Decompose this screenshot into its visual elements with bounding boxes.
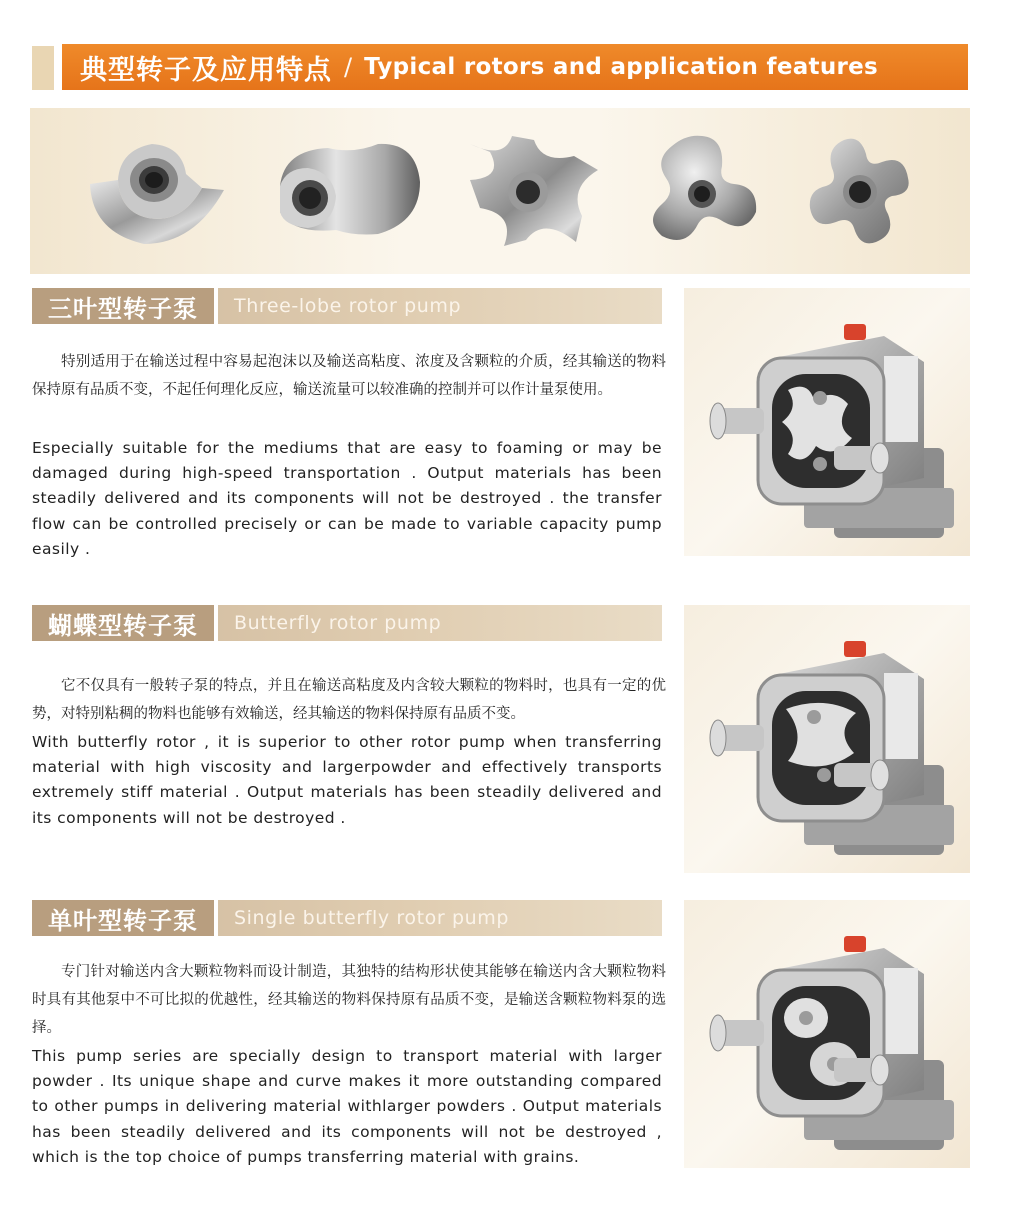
- section-header-three-lobe: [32, 288, 662, 324]
- page-header-banner: [62, 44, 968, 90]
- header-title-en: Typical rotors and application features: [364, 54, 879, 80]
- tri-lobe-rotor-icon: [642, 132, 762, 252]
- rotor-gallery: [30, 108, 970, 274]
- rotor-pump-icon: [684, 288, 970, 556]
- section-title-cn: 单叶型转子泵: [32, 900, 218, 936]
- section-body-en: This pump series are specially design to transport material with larger powder . Its unique shape and curve makes it more outstanding compared to other pumps in delivering material withlarger powders . Output materials has been steadily delivered and its components will not be destroyed , which is the top choice of pumps transferring material with grains.: [32, 1047, 662, 1166]
- rotor-pump-icon: [684, 900, 970, 1168]
- section-title-cn: 蝴蝶型转子泵: [32, 605, 218, 641]
- butterfly-rotor-icon: [464, 130, 604, 254]
- bi-lobe-rotor-icon: [274, 138, 424, 248]
- section-title-en: Single butterfly rotor pump: [234, 907, 510, 929]
- section-title-cn: 三叶型转子泵: [32, 288, 218, 324]
- section-title-en: Butterfly rotor pump: [234, 612, 442, 634]
- header-separator: /: [344, 53, 353, 81]
- section-body-cn: 它不仅具有一般转子泵的特点，并且在输送高粘度及内含较大颗粒的物料时，也具有一定的优势，对特别粘稠的物料也能够有效输送，经其输送的物料保持原有品质不变。: [32, 678, 666, 722]
- rotor-pump-icon: [684, 605, 970, 873]
- single-lobe-rotor-icon: [82, 132, 232, 252]
- section-title-en: Three-lobe rotor pump: [234, 295, 462, 317]
- header-accent-block: [32, 46, 54, 90]
- pump-photo-single-butterfly: [684, 900, 970, 1168]
- section-body-en: Especially suitable for the mediums that are easy to foaming or may be damaged during high-speed transportation . Output materials has been steadily delivered and its components will not be destroyed . the transfer flow can be controlled precisely or can be made to variable capacity pump easily .: [32, 439, 662, 558]
- section-body-cn: 特别适用于在输送过程中容易起泡沫以及输送高粘度、浓度及含颗粒的介质，经其输送的物料保持原有品质不变，不起任何理化反应，输送流量可以较准确的控制并可以作计量泵使用。: [32, 354, 666, 398]
- pump-photo-butterfly: [684, 605, 970, 873]
- quad-lobe-rotor-icon: [804, 134, 916, 250]
- section-body-en: With butterfly rotor , it is superior to other rotor pump when transferring material with high viscosity and largerpowder and effectively transports extremely stiff material . Output materials has been steadily delivered and its components will not be destroyed .: [32, 733, 662, 827]
- section-header-single-butterfly: [32, 900, 662, 936]
- section-header-butterfly: [32, 605, 662, 641]
- pump-photo-three-lobe: [684, 288, 970, 556]
- header-title-cn: 典型转子及应用特点: [80, 54, 332, 86]
- section-body-cn: 专门针对输送内含大颗粒物料而设计制造，其独特的结构形状使其能够在输送内含大颗粒物料时具有其他泵中不可比拟的优越性，经其输送的物料保持原有品质不变，是输送含颗粒物料泵的选择。: [32, 964, 666, 1036]
